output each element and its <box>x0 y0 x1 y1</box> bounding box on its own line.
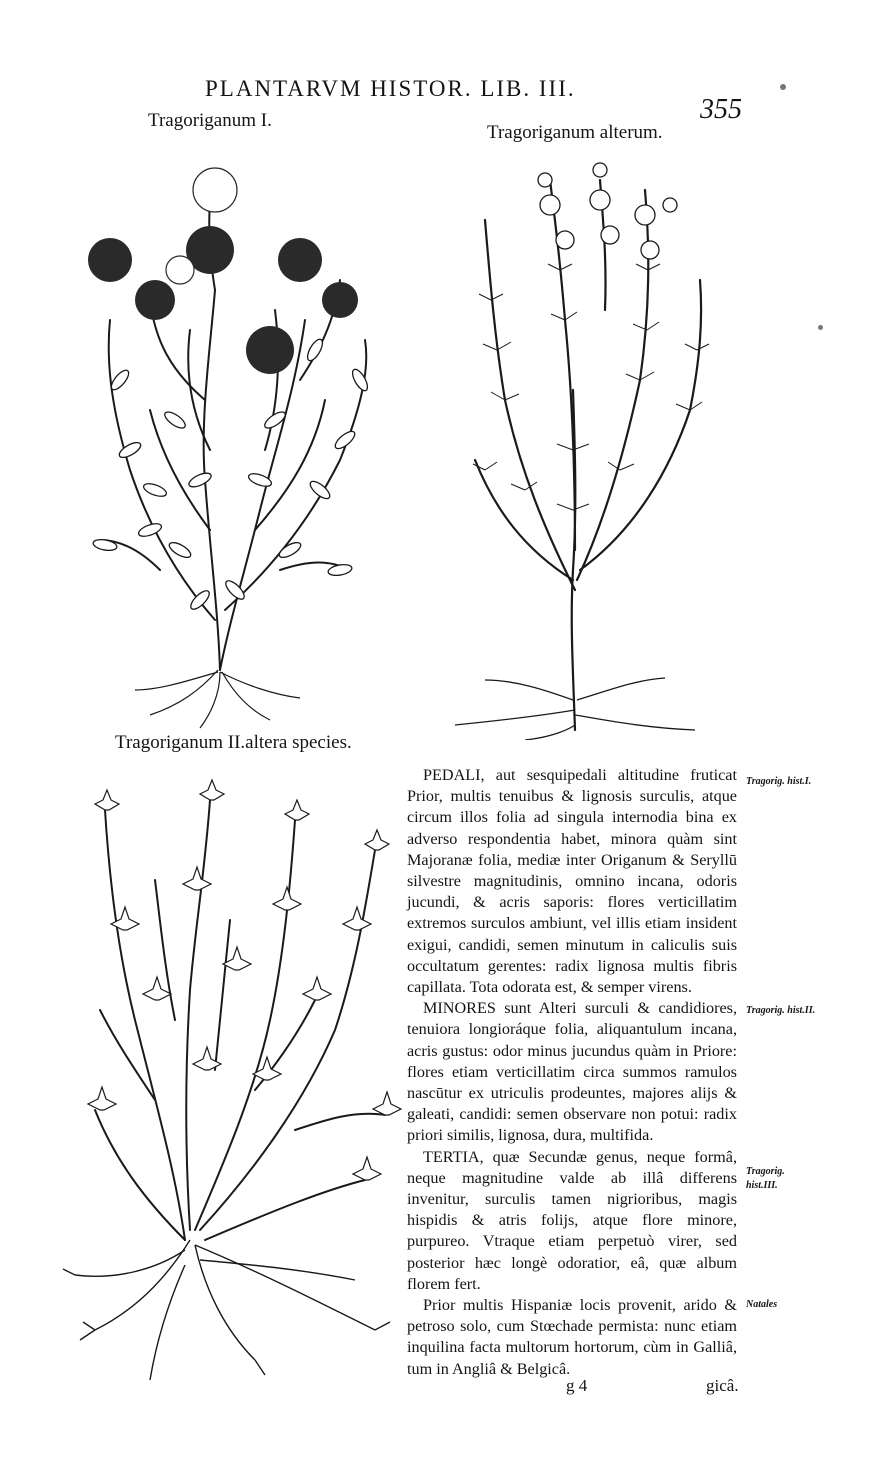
caption-tragoriganum-1: Tragoriganum I. <box>148 110 272 131</box>
paragraph-tertia: TERTIA, quæ Secundæ genus, neque formâ, neque magnitudine valde ab illâ differens invenitur, surculis tamen nigrioribus, magis hispidis & atris folijs, atque flore minore, purpureo. Vtraque etiam perpetuò virer, sed posterior hæc longè odoratior, eâ, quæ album florem fert. <box>407 1147 737 1293</box>
caption-tragoriganum-alterum: Tragoriganum alterum. <box>487 122 663 143</box>
paragraph-pedali: PEDALI, aut sesquipedali altitudine fruticat Prior, multis tenuibus & lignosis surculis, atque circum illos folia ad singula internodia bina ex adverso respondentia habet, minora quàm sint Majoranæ folia, mediæ inter Origanum & Seryllū silvestre magnitudinis, omnino incana, odoris jucundi, & acris saporis: flores verticillatim extremos surculos ambiunt, vel illis etiam insident exigui, candidi, semen minutum in caliculis suis occultatum gerentes: radix lignosa multis fibris capillata. Tota odorata est, & semper virens. <box>407 766 737 997</box>
woodcut-tragoriganum-1 <box>60 150 400 730</box>
margin-note-hist-2: Tragorig. hist.II. <box>746 1005 816 1016</box>
woodcut-tragoriganum-2 <box>55 770 405 1385</box>
catchword: gicâ. <box>706 1376 739 1395</box>
body-text <box>407 765 737 1380</box>
caption-tragoriganum-2: Tragoriganum II.altera species. <box>115 732 352 753</box>
paragraph-minores: MINORES sunt Alteri surculi & candidiores, tenuiora longioráque folia, aliquantulum incana, acris gustus: odor minus jucundus quàm in Priore: flores etiam verticillatim circa summos ramulos nascūtur ex utriculis prodeuntes, majores alijs & galeati, candidi: semen observare non potui: radix priori similis, lignosa, dura, multifida. <box>407 999 737 1145</box>
margin-note-natales: Natales <box>746 1299 778 1310</box>
running-head: PLANTARVM HISTOR. LIB. III. <box>205 76 576 101</box>
paragraph-natales: Prior multis Hispaniæ locis provenit, arido & petroso solo, cum Stœchade permista: nunc etiam inquilina facta multorum hortorum, cùm in Galliâ, tum in Angliâ & Belgicâ. <box>407 1296 737 1378</box>
margin-note-hist-1: Tragorig. hist.I. <box>746 776 812 787</box>
ink-speck <box>818 325 823 330</box>
signature-mark: g 4 <box>566 1376 588 1395</box>
margin-note-hist-3: Tragorig. hist.III. <box>746 1166 785 1191</box>
page-number: 355 <box>700 94 742 125</box>
woodcut-tragoriganum-alterum <box>425 150 725 740</box>
ink-speck <box>780 84 786 90</box>
